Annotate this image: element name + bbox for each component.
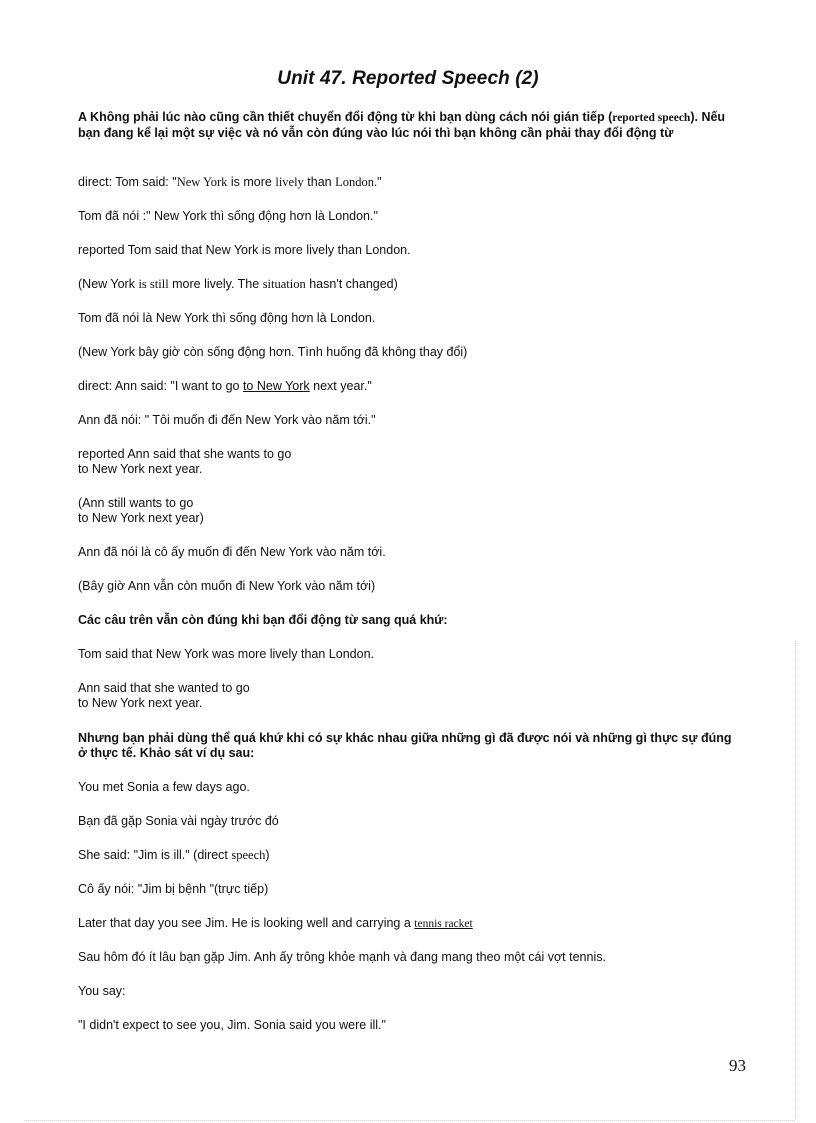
ex1-note-text-c: hasn't changed) xyxy=(305,277,398,291)
page-title: Unit 47. Reported Speech (2) xyxy=(277,68,539,89)
ex1-reported: reported Tom said that New York is more lively than London. xyxy=(78,243,411,257)
ex1-note-text-a: (New York xyxy=(78,277,139,291)
intro-text-2: ). Nếu bạn đang kể lại một sự việc và nó vẫn còn đúng vào lúc nói thì bạn không cần phải thay đổi động từ xyxy=(78,110,726,140)
tennis-racket-term: tennis racket xyxy=(414,918,473,930)
page-number: 93 xyxy=(729,1056,746,1075)
sonia-vi-said: Cô ấy nói: "Jim bị bệnh "(trực tiếp) xyxy=(78,882,269,896)
ex2-reported-line-1: reported Ann said that she wants to go xyxy=(78,447,292,461)
ex1-vi-direct: Tom đã nói :" New York thì sống động hơn là London." xyxy=(78,209,378,223)
ex1-direct-text-c: than xyxy=(303,175,336,189)
past-example-1: Tom said that New York was more lively than London. xyxy=(78,647,374,661)
ex2-vi-note: (Bây giờ Ann vẫn còn muốn đi New York vào năm tới) xyxy=(78,579,376,593)
ex1-direct-lively: lively xyxy=(275,175,304,189)
difference-heading: Nhưng bạn phải dùng thể quá khứ khi có sự khác nhau giữa những gì đã được nói và những gì thực sự đúng ở thực tế. Khảo sát ví dụ sau: xyxy=(78,731,732,760)
past-heading: Các câu trên vẫn còn đúng khi bạn đổi động từ sang quá khứ: xyxy=(78,613,448,627)
later-that-day xyxy=(78,916,740,932)
ex1-vi-reported: Tom đã nói là New York thì sống động hơn là London. xyxy=(78,311,376,325)
past-example-2 xyxy=(78,681,740,711)
sonia-said-text-a: She said: "Jim is ill." (direct xyxy=(78,848,232,862)
ex1-direct xyxy=(78,175,740,190)
ex2-note-line-2: to New York next year) xyxy=(78,511,204,525)
later-vi: Sau hôm đó ít lâu bạn gặp Jim. Anh ấy trông khỏe mạnh và đang mang theo một cái vợt tennis. xyxy=(78,950,606,964)
bottom-dotted-rule xyxy=(24,1120,795,1121)
ex2-direct-underlined: to New York xyxy=(242,379,310,393)
ex1-direct-text-d: " xyxy=(377,175,382,189)
intro-term: reported speech xyxy=(612,112,691,124)
ex2-note xyxy=(78,496,740,526)
ex1-note xyxy=(78,277,740,292)
sonia-said xyxy=(78,848,740,863)
ex1-direct-london: London. xyxy=(335,175,378,189)
you-say: You say: xyxy=(78,984,126,998)
ex1-direct-text: direct: Tom said: " xyxy=(78,175,177,189)
ex2-vi-reported: Ann đã nói là cô ấy muốn đi đến New York vào năm tới. xyxy=(78,545,386,559)
ex2-direct-text-a: direct: Ann said: "I want to go xyxy=(78,379,243,393)
sonia-vi-met: Bạn đã gặp Sonia vài ngày trước đó xyxy=(78,814,279,828)
ex1-note-still: is still xyxy=(138,277,169,291)
sonia-met: You met Sonia a few days ago. xyxy=(78,780,250,794)
ex2-vi-direct: Ann đã nói: " Tôi muốn đi đến New York vào năm tới." xyxy=(78,413,376,427)
ex2-reported xyxy=(78,447,740,477)
ex1-note-text-b: more lively. The xyxy=(168,277,263,291)
ex1-direct-newyork: New York xyxy=(176,175,228,189)
ex2-direct xyxy=(78,379,740,394)
right-dotted-rule xyxy=(795,640,796,1120)
section-a-intro xyxy=(78,110,740,141)
quote-line: "I didn't expect to see you, Jim. Sonia said you were ill." xyxy=(78,1018,386,1032)
past-example-2-line-1: Ann said that she wanted to go xyxy=(78,681,250,695)
intro-text-1: A Không phải lúc nào cũng cần thiết chuyển đổi động từ khi bạn dùng cách nói gián tiếp ( xyxy=(78,110,613,124)
ex2-reported-line-2: to New York next year. xyxy=(78,462,203,476)
later-text: Later that day you see Jim. He is looking well and carrying a xyxy=(78,916,415,930)
sonia-said-text-b: ) xyxy=(265,848,270,862)
past-example-2-line-2: to New York next year. xyxy=(78,696,203,710)
ex1-vi-note: (New York bây giờ còn sống động hơn. Tình huống đã không thay đổi) xyxy=(78,345,468,359)
ex2-note-line-1: (Ann still wants to go xyxy=(78,496,194,510)
sonia-said-speech: speech xyxy=(231,848,266,862)
ex1-direct-text-b: is more xyxy=(227,175,276,189)
ex2-direct-text-b: next year." xyxy=(309,379,372,393)
ex1-note-situation: situation xyxy=(262,277,306,291)
